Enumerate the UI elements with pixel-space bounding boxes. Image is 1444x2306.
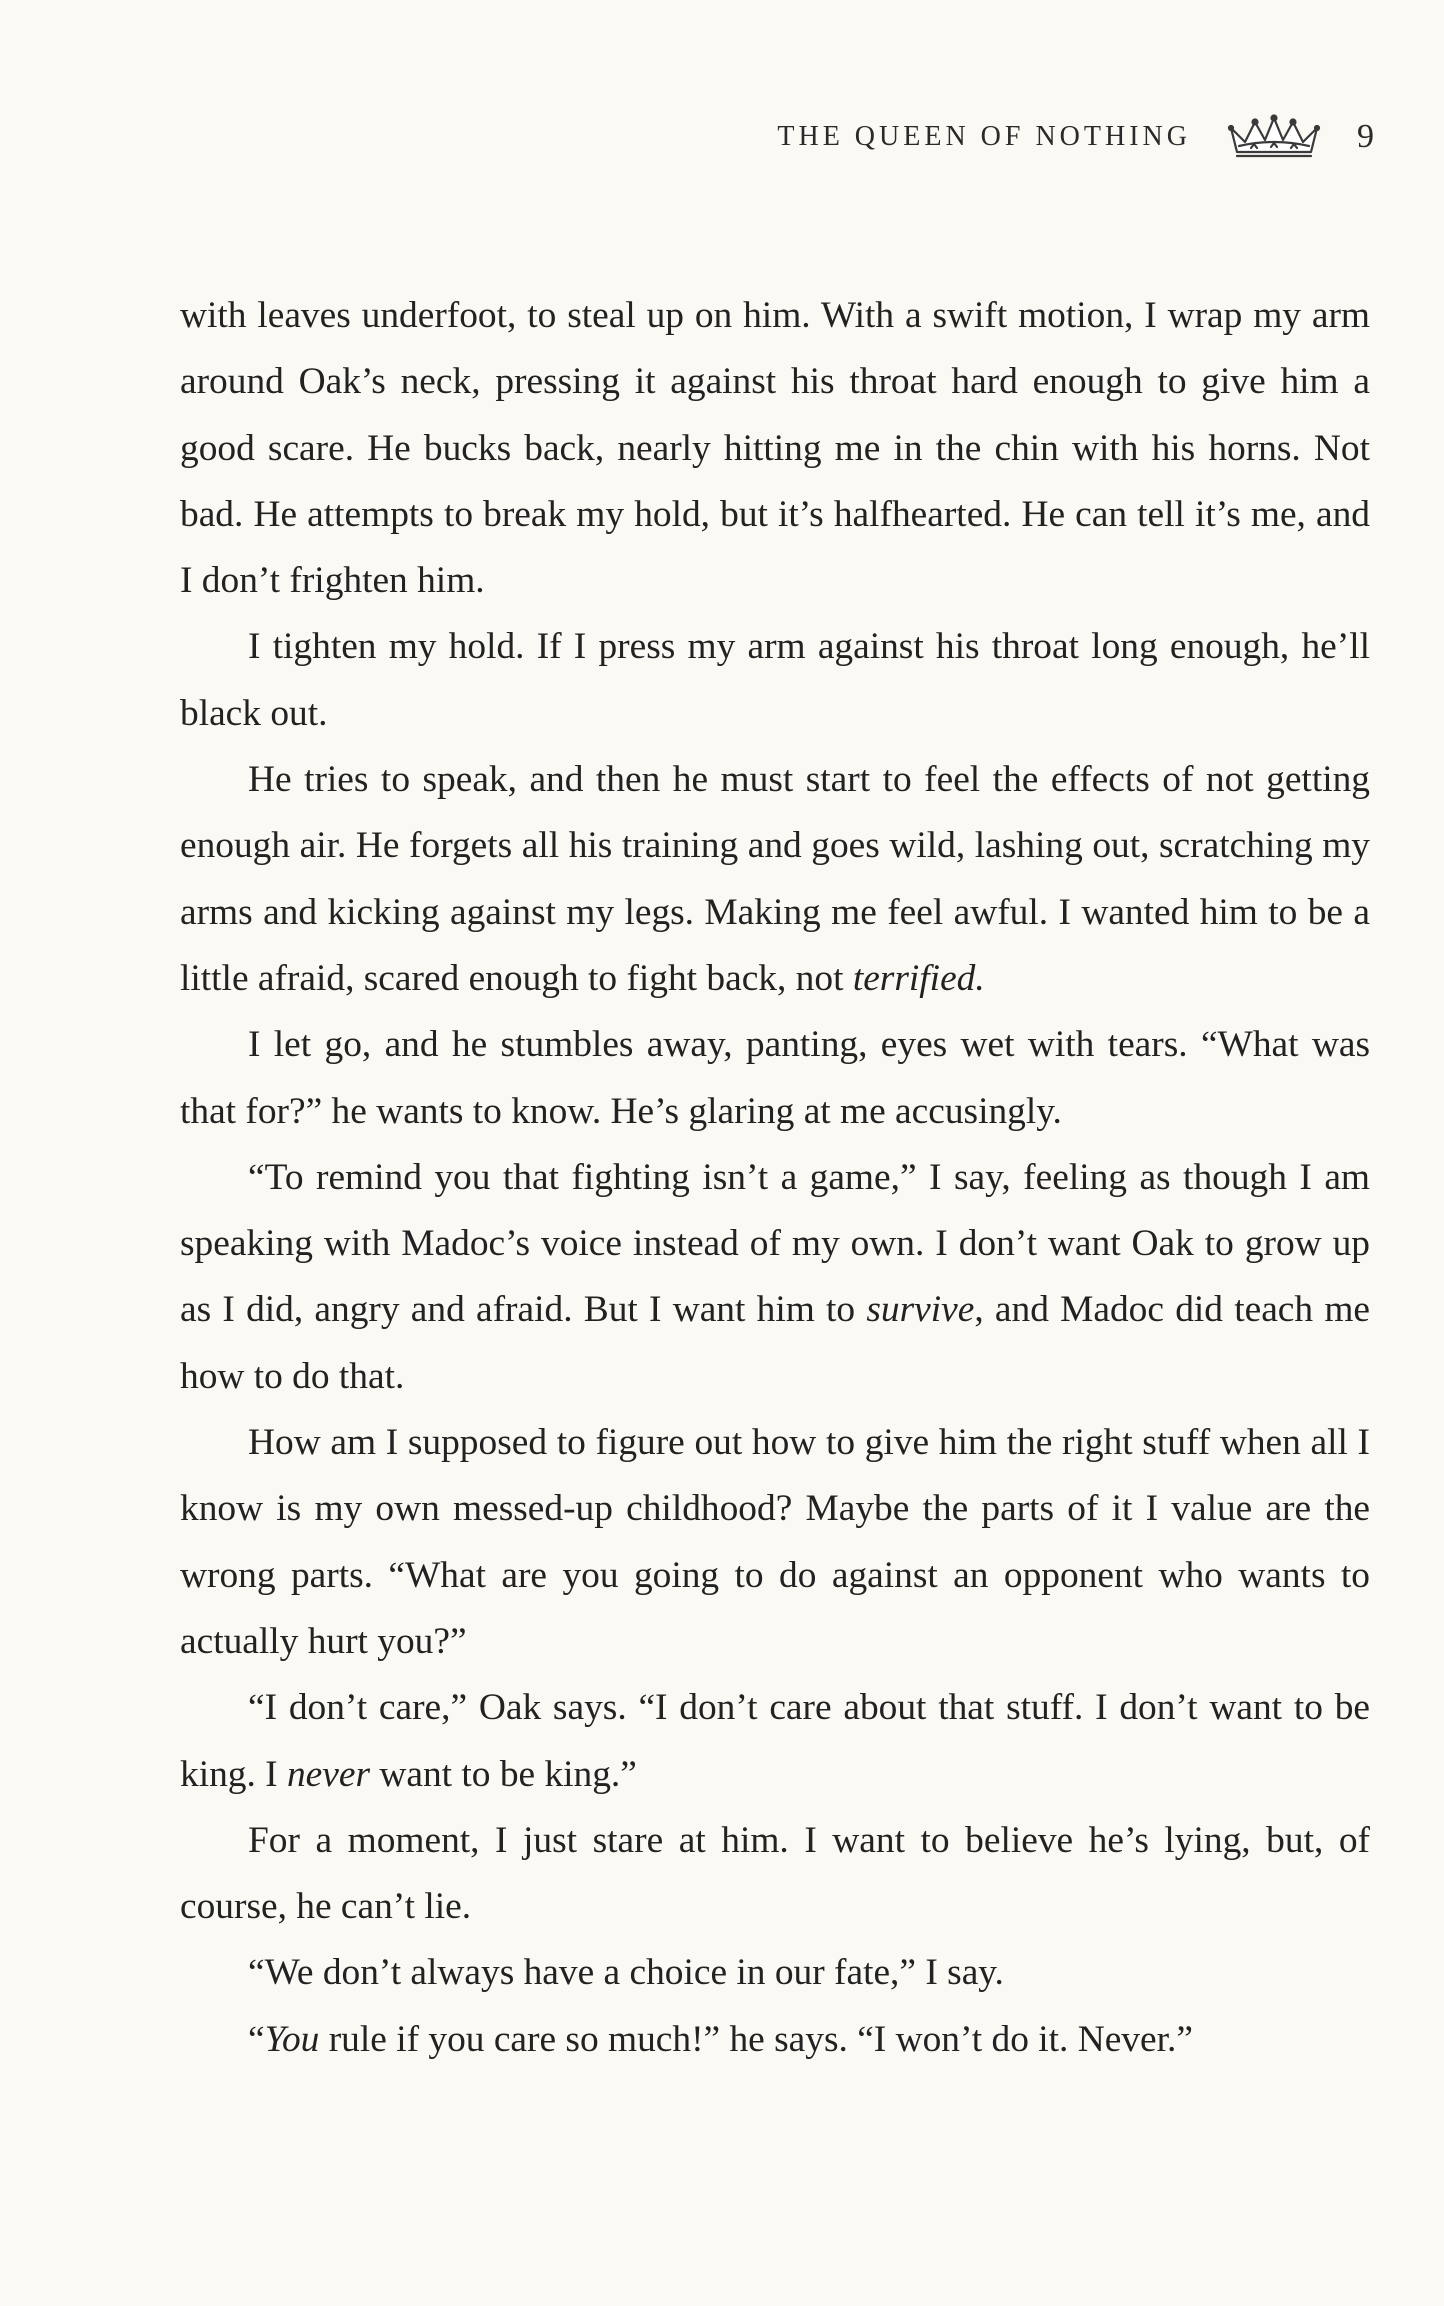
paragraph-text: “We don’t always have a choice in our fate,” I say. <box>248 1952 1004 1994</box>
book-title: THE QUEEN OF NOTHING <box>777 121 1191 152</box>
emphasis-text: You <box>264 2018 320 2060</box>
paragraph <box>180 1808 1370 1941</box>
emphasis-text: survive <box>866 1289 975 1331</box>
paragraph-text: I tighten my hold. If I press my arm against his throat long enough, he’ll black out. <box>180 626 1370 734</box>
paragraph-text: with leaves underfoot, to steal up on him. With a swift motion, I wrap my arm around Oak’s neck, pressing it against his throat hard enough to give him a good scare. He bucks back, nearly hitting me in the chin with his horns. Not bad. He attempts to break my hold, but it’s halfhearted. He can tell it’s me, and I don’t frighten him. <box>180 295 1370 602</box>
paragraph <box>180 283 1370 614</box>
crown-icon <box>1221 112 1327 162</box>
paragraph-text: , and Madoc did teach me how to do that. <box>180 1289 1371 1397</box>
paragraph <box>180 1940 1370 2006</box>
running-head <box>777 112 1374 162</box>
emphasis-text: never <box>286 1753 371 1795</box>
paragraph <box>180 1675 1370 1808</box>
paragraph-text: rule if you care so much!” he says. “I won’t do it. Never.” <box>319 2018 1193 2060</box>
paragraph <box>180 1145 1370 1410</box>
paragraph-text: I let go, and he stumbles away, panting, eyes wet with tears. “What was that for?” he wants to know. He’s glaring at me accusingly. <box>180 1024 1370 1132</box>
paragraph <box>180 1410 1370 1675</box>
paragraph-text: He tries to speak, and then he must start to feel the effects of not getting enough air. He forgets all his training and goes wild, lashing out, scratching my arms and kicking against my legs. Making me feel awful. I wanted him to be a little afraid, scared enough to fight back, not <box>180 759 1370 999</box>
paragraph-text: want to be king.” <box>370 1753 637 1795</box>
paragraph <box>180 2007 1370 2073</box>
paragraph <box>180 1012 1370 1145</box>
emphasis-text: terrified. <box>852 957 985 999</box>
paragraph <box>180 614 1370 747</box>
paragraph <box>180 747 1370 1012</box>
paragraph-text: How am I supposed to figure out how to give him the right stuff when all I know is my own messed-up childhood? Maybe the parts of it I value are the wrong parts. “What are you going to do against an opponent who wants to actually hurt you?” <box>180 1422 1370 1662</box>
paragraph-text: For a moment, I just stare at him. I want to believe he’s lying, but, of course, he can’t lie. <box>180 1819 1370 1928</box>
page-number: 9 <box>1357 118 1374 155</box>
paragraph-text: “I don’t care,” Oak says. “I don’t care about that stuff. I don’t want to be king. I <box>180 1687 1370 1795</box>
paragraph-text: “To remind you that fighting isn’t a game,” I say, feeling as though I am speaking with Madoc’s voice instead of my own. I don’t want Oak to grow up as I did, angry and afraid. But I want him to <box>180 1156 1370 1331</box>
body-text <box>180 283 1370 2073</box>
paragraph-text: “ <box>248 2018 265 2060</box>
